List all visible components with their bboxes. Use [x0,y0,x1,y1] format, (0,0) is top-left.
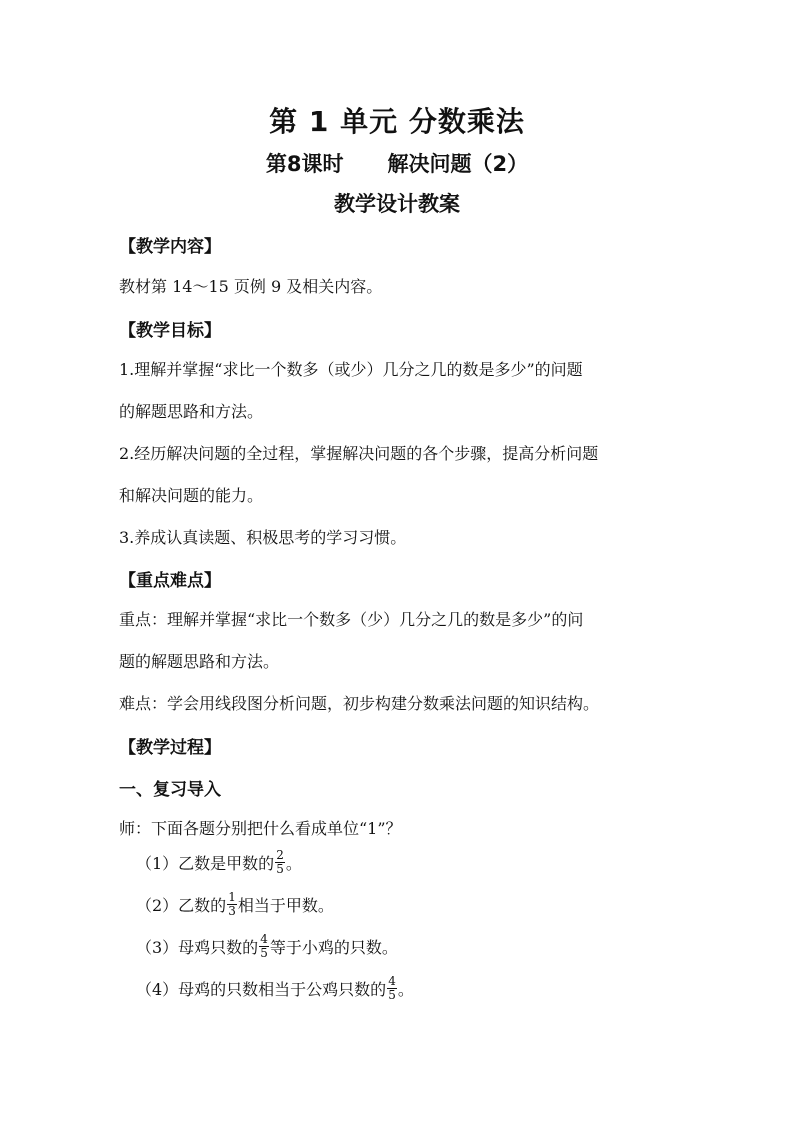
goal-1-line-2: 的解题思路和方法。 [119,402,264,421]
lesson-title [0,148,794,178]
fraction: $\frac{4}{5}$ [388,974,396,1002]
key-point-line-2: 题的解题思路和方法。 [119,652,280,671]
process-heading: 【教学过程】 [119,738,221,758]
doc-subtitle: 教学设计教案 [334,192,460,216]
goal-1-line-1: 1.理解并掌握“求比一个数多（或少）几分之几的数是多少”的问题 [119,360,583,379]
goal-2-line-2: 和解决问题的能力。 [119,486,264,505]
question-4: （4）母鸡的只数相当于公鸡只数的 $\frac{4}{5}$ 。 [136,974,414,1002]
unit-title: 第 1 单元 分数乘法 [269,105,525,138]
key-point-line-1: 重点：理解并掌握“求比一个数多（少）几分之几的数是多少”的问 [119,610,584,629]
teacher-question: 师：下面各题分别把什么看成单位“1”？ [119,819,402,838]
lesson-topic: 解决问题（2） [387,152,529,176]
step-1-heading: 一、复习导入 [119,780,221,800]
question-3: （3）母鸡只数的 $\frac{4}{5}$ 等于小鸡的只数。 [136,932,398,960]
key-heading: 【重点难点】 [119,571,221,591]
goal-2-line-1: 2.经历解决问题的全过程，掌握解决问题的各个步骤，提高分析问题 [119,444,599,463]
fraction: $\frac{4}{5}$ [260,932,268,960]
goals-heading: 【教学目标】 [119,321,221,341]
question-1: （1）乙数是甲数的 $\frac{2}{5}$ 。 [136,848,302,876]
goal-3: 3.养成认真读题、积极思考的学习习惯。 [119,528,407,547]
difficult-point: 难点：学会用线段图分析问题，初步构建分数乘法问题的知识结构。 [119,694,600,713]
question-2: （2）乙数的 $\frac{1}{3}$ 相当于甲数。 [136,890,334,918]
content-heading: 【教学内容】 [119,237,221,257]
fraction: $\frac{1}{3}$ [228,890,236,918]
fraction: $\frac{2}{5}$ [276,848,284,876]
lesson-number: 第8课时 [265,152,344,176]
content-text: 教材第 14～15 页例 9 及相关内容。 [119,277,383,296]
